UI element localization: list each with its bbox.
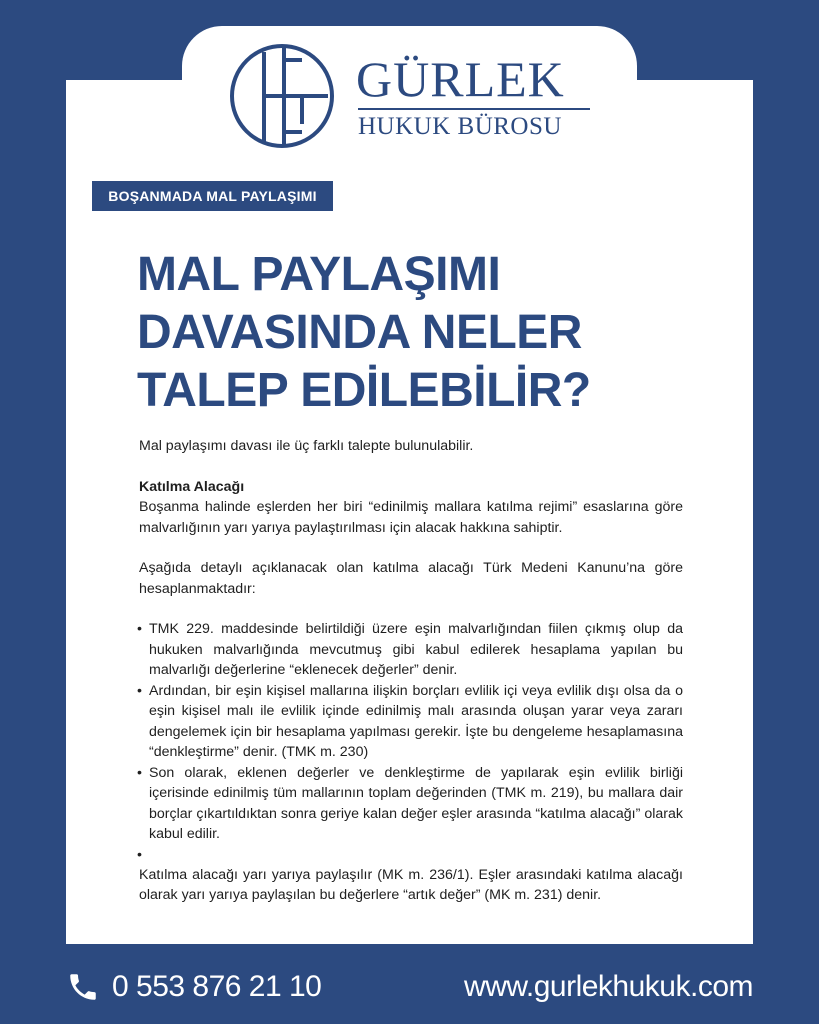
empty-bullet: • xyxy=(137,846,142,863)
paragraph-1: Boşanma halinde eşlerden her biri “edinilmiş mallara katılma rejimi” esaslarına göre malvarlığının yarı yarıya paylaştırılması için alacak hakkına sahiptir. xyxy=(139,499,683,536)
intro-paragraph: Mal paylaşımı davası ile üç farklı talepte bulunulabilir. xyxy=(139,438,474,454)
title-line-1: MAL PAYLAŞIMI xyxy=(137,248,501,301)
title-line-2: DAVASINDA NELER xyxy=(137,306,582,359)
list-item: • TMK 229. maddesinde belirtildiği üzere eşin malvarlığından fiilen çıkmış olup da hukuken malvarlığında mevcutmuş gibi kabul edilerek hesaplama yapılan bu malvarlığı değerlerine “eklenecek değerler” denir. xyxy=(139,619,683,681)
title-line-3: TALEP EDİLEBİLİR? xyxy=(137,364,591,417)
phone-number: 0 553 876 21 10 xyxy=(112,970,322,1003)
brand-subtitle: HUKUK BÜROSU xyxy=(358,113,562,140)
brand-name: GÜRLEK xyxy=(356,51,565,107)
bullet-list xyxy=(139,619,683,845)
page-title xyxy=(137,246,697,420)
section-title: Katılma Alacağı xyxy=(139,478,245,495)
footer-phone[interactable] xyxy=(66,967,321,1007)
gh-monogram-icon xyxy=(228,42,336,150)
closing-paragraph: Katılma alacağı yarı yarıya paylaşılır (MK m. 236/1). Eşler arasındaki katılma alacağı olarak yarı yarıya paylaşılan bu değerlere “artık değer” (MK m. 231) denir. xyxy=(139,866,683,903)
brand-divider xyxy=(358,108,590,110)
article-body xyxy=(139,436,683,906)
website-link[interactable]: www.gurlekhukuk.com xyxy=(464,970,753,1003)
category-badge: BOŞANMADA MAL PAYLAŞIMI xyxy=(92,181,333,211)
paragraph-2: Aşağıda detaylı açıklanacak olan katılma alacağı Türk Medeni Kanunu’na göre hesaplanmaktadır: xyxy=(139,560,683,597)
phone-icon xyxy=(66,970,100,1004)
list-item: • Ardından, bir eşin kişisel mallarına ilişkin borçları evlilik içi veya evlilik dışı olsa da o eşin kişisel malı ile evlilik içinde edinilmiş malı arasında oluşan yarar veya zararı dengelemek için bir hesaplama yapılması gerekir. İşte bu dengeleme hesaplamasına “denkleştirme” denir. (TMK m. 230) xyxy=(139,681,683,763)
list-item: • Son olarak, eklenen değerler ve denkleştirme de yapılarak eşin evlilik birliği içerisinde edinilmiş tüm mallarının toplam değerinden (TMK m. 219), bu mallara dair borçlar çıkartıldıktan sonra geriye kalan değer eşler arasında “katılma alacağı” olarak kabul edilir. xyxy=(139,763,683,845)
